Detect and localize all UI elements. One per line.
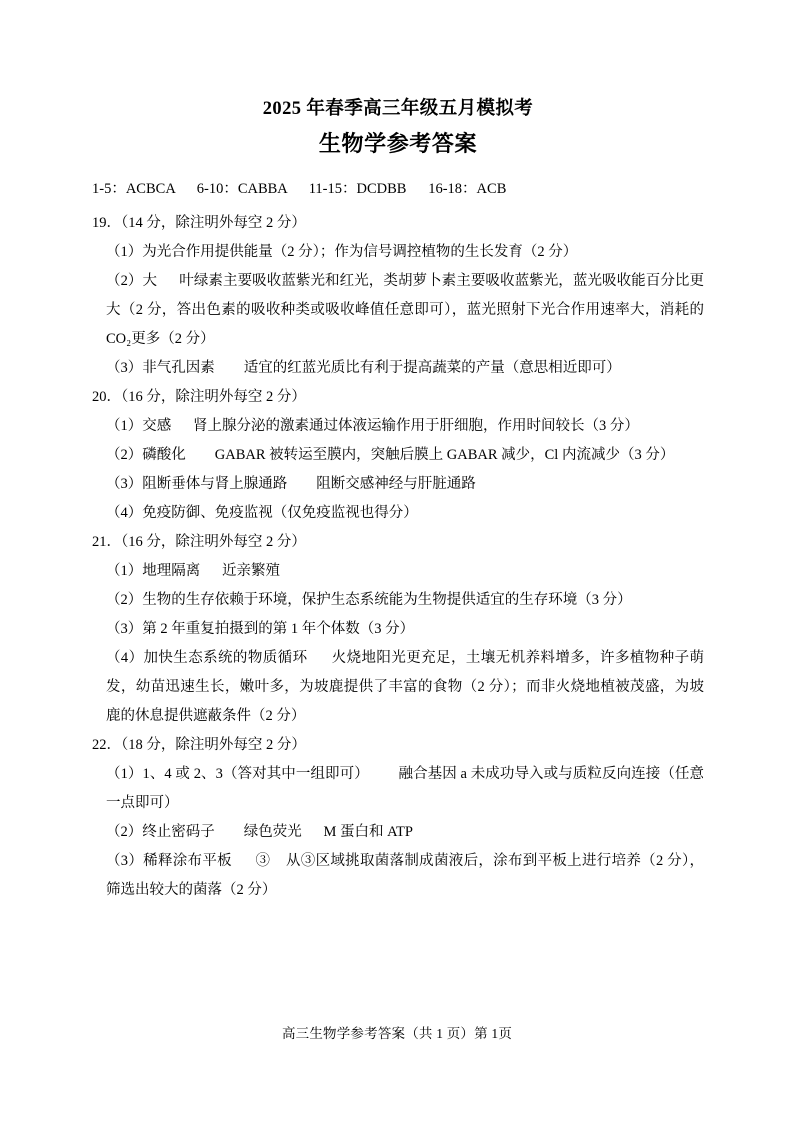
question-20-item-2: （2）磷酸化 GABAR 被转运至膜内，突触后膜上 GABAR 减少，Cl 内流减少（3 分） (106, 447, 675, 464)
question-block-20 (92, 383, 704, 528)
question-20-item-3: （3）阻断垂体与肾上腺通路 阻断交感神经与肝脏通路 (106, 476, 476, 493)
question-19-item-2: （2）大 叶绿素主要吸收蓝紫光和红光，类胡萝卜素主要吸收蓝紫光，蓝光吸收能百分比更大（2 分，答出色素的吸收种类或吸收峰值任意即可），蓝光照射下光合作用速率大，消耗的 CO₂更多（2 分） (106, 273, 708, 348)
question-19-head: 19．（14 分，除注明外每空 2 分） (92, 215, 306, 232)
page-footer: 高三生物学参考答案（共 1 页）第 1页 (281, 1026, 513, 1041)
question-block-19 (92, 209, 708, 383)
question-block-21 (92, 528, 704, 731)
page-title-sub: 生物学参考答案 (318, 130, 478, 156)
question-21-item-2: （2）生物的生存依赖于环境，保护生态系统能为生物提供适宜的生存环境（3 分） (106, 592, 632, 609)
objective-answers-line: 1-5：ACBCA 6-10：CABBA 11-15：DCDBB 16-18：ACB (92, 180, 507, 197)
question-22-item-2: （2）终止密码子 绿色荧光 M 蛋白和 ATP (106, 824, 413, 841)
document-content (92, 96, 708, 905)
question-block-22 (92, 731, 704, 905)
question-19-item-1: （1）为光合作用提供能量（2 分）；作为信号调控植物的生长发育（2 分） (106, 244, 578, 261)
question-22-item-1: （1）1、4 或 2、3（答对其中一组即可） 融合基因 a 未成功导入或与质粒反向连接（任意一点即可） (106, 766, 704, 812)
question-19-item-3: （3）非气孔因素 适宜的红蓝光质比有利于提高蔬菜的产量（意思相近即可） (106, 360, 621, 377)
question-22-head: 22．（18 分，除注明外每空 2 分） (92, 737, 306, 754)
page-title-main: 2025 年春季高三年级五月模拟考 (262, 99, 534, 119)
question-20-item-4: （4）免疫防御、免疫监视（仅免疫监视也得分） (106, 505, 418, 522)
question-22-item-3: （3）稀释涂布平板 ③ 从③区域挑取菌落制成菌液后，涂布到平板上进行培养（2 分），筛选出较大的菌落（2 分） (106, 853, 704, 899)
question-20-head: 20．（16 分，除注明外每空 2 分） (92, 389, 306, 406)
question-21-head: 21．（16 分，除注明外每空 2 分） (92, 534, 306, 551)
question-21-item-3: （3）第 2 年重复拍摄到的第 1 年个体数（3 分） (106, 621, 415, 638)
question-21-item-4: （4）加快生态系统的物质循环 火烧地阳光更充足，土壤无机养料增多，许多植物种子萌发，幼苗迅速生长，嫩叶多，为坡鹿提供了丰富的食物（2 分）；而非火烧地植被茂盛，为坡鹿的休息提供遮蔽条件（2 分） (106, 650, 704, 725)
question-21-item-1: （1）地理隔离 近亲繁殖 (106, 563, 280, 580)
question-20-item-1: （1）交感 肾上腺分泌的激素通过体液运输作用于肝细胞，作用时间较长（3 分） (106, 418, 639, 435)
